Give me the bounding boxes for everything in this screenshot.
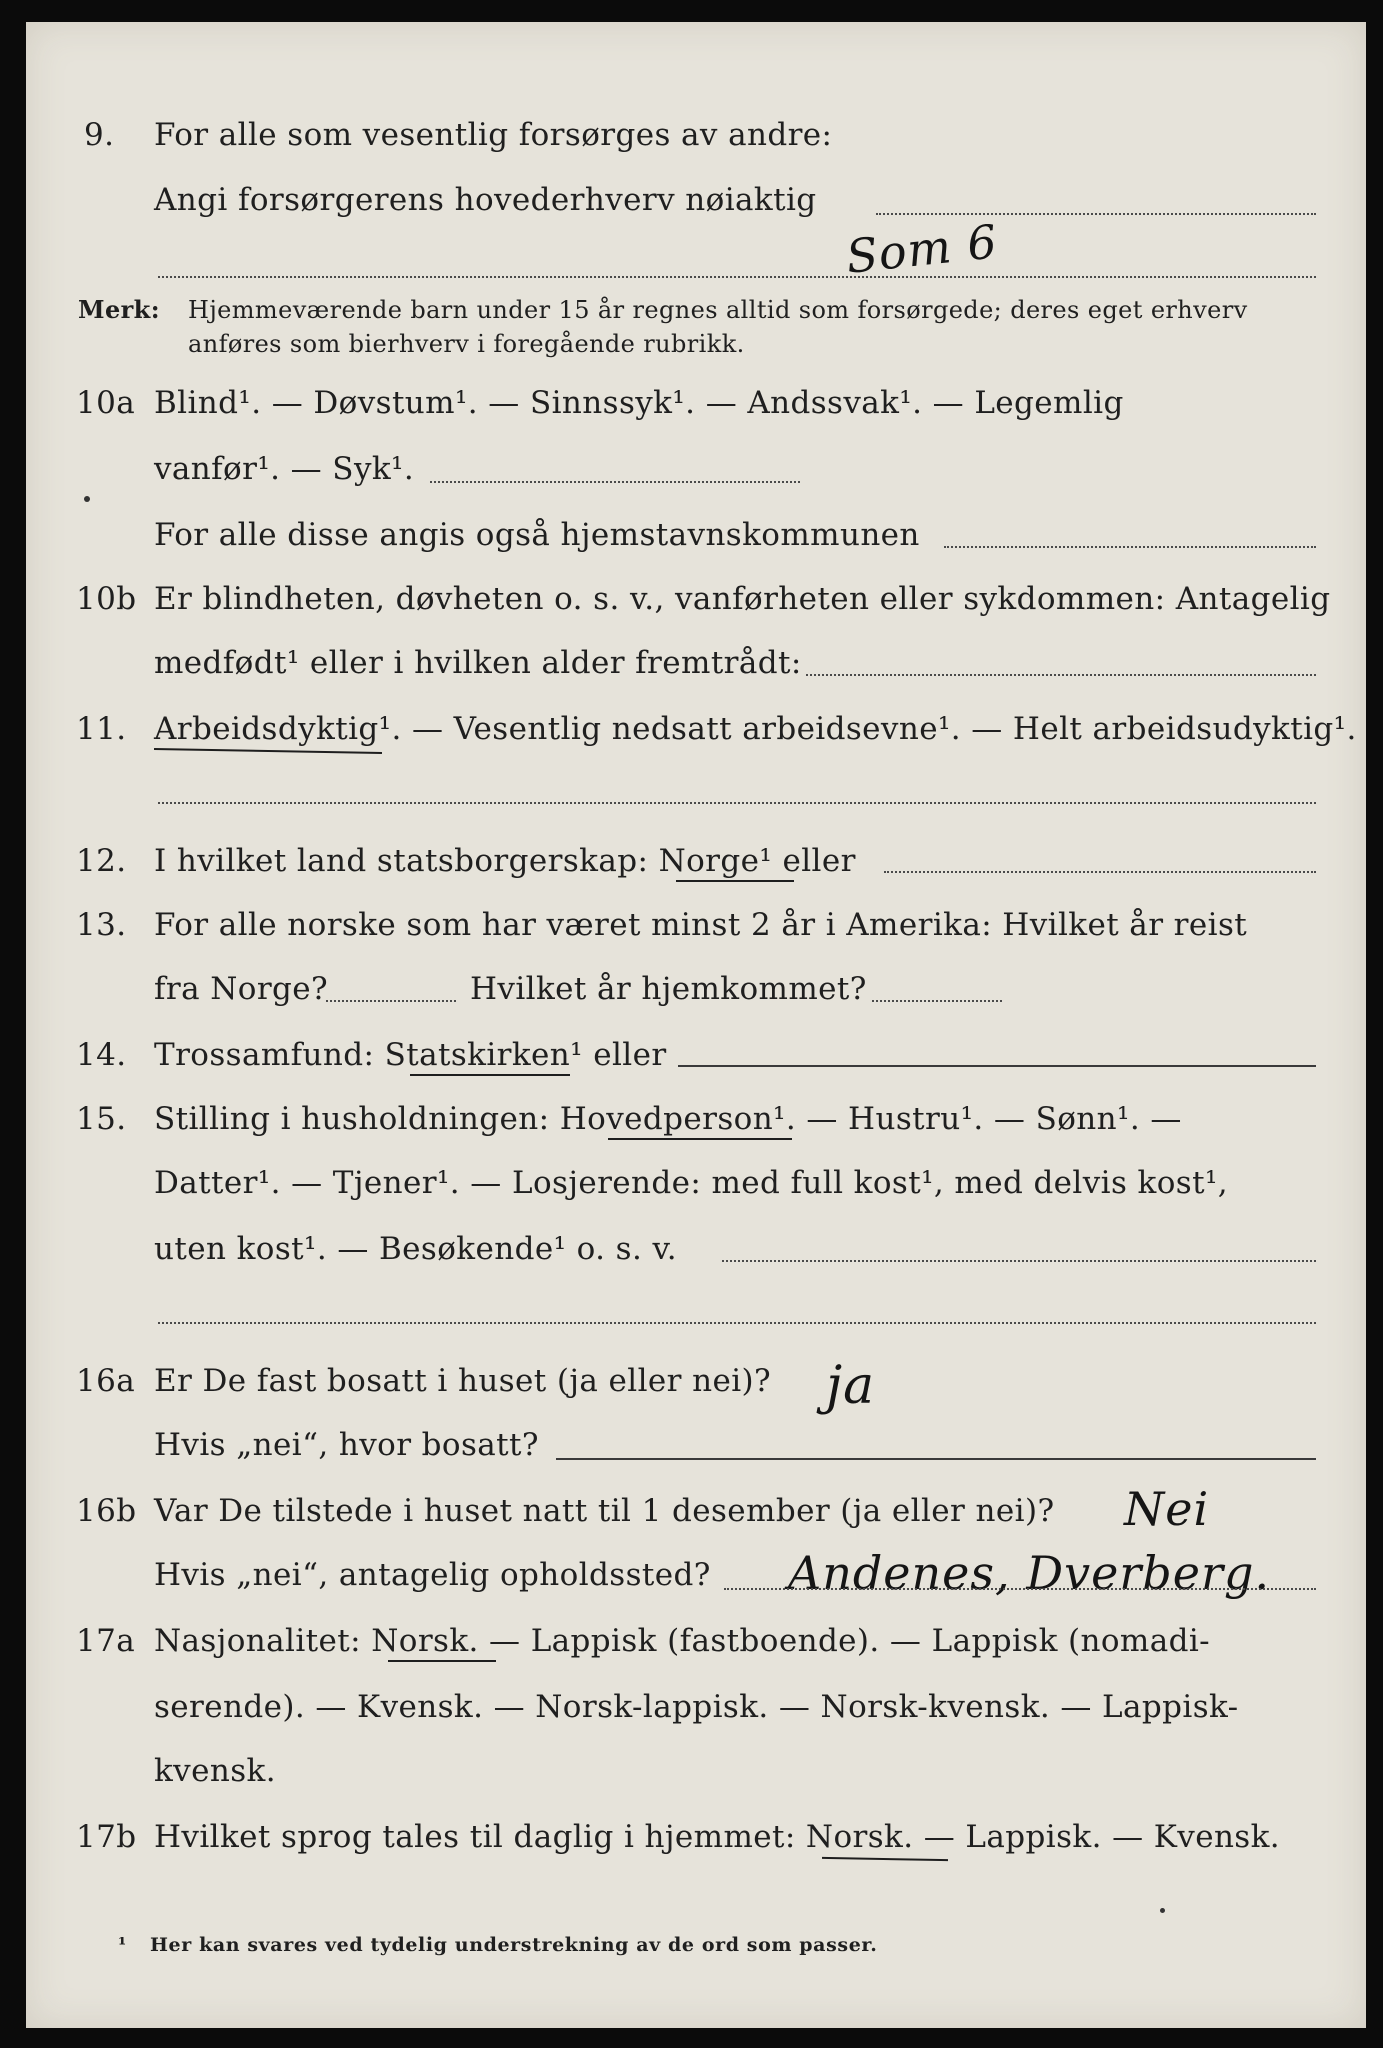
census-form-page	[26, 22, 1366, 2028]
handwritten-answer: Nei	[1124, 1482, 1210, 1536]
question-number: 10a	[76, 385, 136, 421]
question-text: Hvis „nei“, antagelig opholdssted?	[154, 1557, 711, 1593]
answer-line	[556, 1458, 1316, 1460]
answer-line	[806, 674, 1316, 676]
question-text: Er De fast bosatt i huset (ja eller nei)?	[154, 1363, 772, 1399]
question-text: I hvilket land statsborgerskap: Norge¹ eller	[154, 843, 856, 879]
answer-line	[944, 546, 1316, 548]
answer-line	[326, 1000, 456, 1002]
handwritten-answer: Som 6	[843, 214, 1001, 284]
underline-mark	[822, 1857, 948, 1861]
question-text: Hvilket år hjemkommet?	[470, 971, 867, 1007]
question-text: Datter¹. — Tjener¹. — Losjerende: med full kost¹, med delvis kost¹,	[154, 1165, 1229, 1201]
question-text: Trossamfund: Statskirken¹ eller	[154, 1037, 667, 1073]
question-number: 14.	[76, 1037, 127, 1073]
question-text: fra Norge?	[154, 971, 329, 1007]
footnote-mark: ¹	[118, 1934, 127, 1956]
question-text: serende). — Kvensk. — Norsk-lappisk. — Norsk-kvensk. — Lappisk-	[154, 1689, 1239, 1725]
question-number: 17a	[76, 1623, 136, 1659]
question-text: medfødt¹ eller i hvilken alder fremtrådt:	[154, 645, 802, 681]
question-text: Var De tilstede i huset natt til 1 desember (ja eller nei)?	[154, 1493, 1055, 1529]
underline-mark	[410, 1074, 570, 1076]
question-text: vanfør¹. — Syk¹.	[154, 451, 415, 487]
question-number: 9.	[84, 117, 115, 153]
question-text: uten kost¹. — Besøkende¹ o. s. v.	[154, 1231, 677, 1267]
footnote-text: Her kan svares ved tydelig understrekning av de ord som passer.	[150, 1934, 878, 1956]
question-number: 11.	[76, 711, 127, 747]
answer-line	[158, 276, 1316, 278]
question-text: Hvis „nei“, hvor bosatt?	[154, 1427, 539, 1463]
question-number: 16b	[76, 1493, 137, 1529]
handwritten-answer: Andenes, Dverberg.	[788, 1546, 1271, 1600]
question-number: 13.	[76, 907, 127, 943]
question-text: Angi forsørgerens hovederhverv nøiaktig	[154, 182, 817, 218]
note-text: Hjemmeværende barn under 15 år regnes alltid som forsørgede; deres eget erhverv	[188, 296, 1248, 324]
underline-mark	[608, 1138, 792, 1140]
question-text: Nasjonalitet: Norsk. — Lappisk (fastboende). — Lappisk (nomadi-	[154, 1623, 1211, 1659]
note-label: Merk:	[78, 295, 160, 324]
question-number: 12.	[76, 843, 127, 879]
answer-line	[430, 481, 800, 483]
note-text: anføres som bierhverv i foregående rubrikk.	[188, 330, 745, 358]
underline-mark	[154, 748, 382, 754]
answer-line	[884, 871, 1316, 873]
question-text: Er blindheten, døvheten o. s. v., vanførheten eller sykdommen: Antagelig	[154, 581, 1331, 617]
question-text: For alle disse angis også hjemstavnskommunen	[154, 517, 920, 553]
question-number: 10b	[76, 581, 137, 617]
question-text: For alle norske som har været minst 2 år i Amerika: Hvilket år reist	[154, 907, 1248, 943]
answer-line	[872, 1000, 1002, 1002]
handwritten-answer: ja	[826, 1356, 876, 1416]
answer-line	[158, 802, 1316, 804]
answer-line	[678, 1065, 1316, 1067]
answer-line	[724, 1588, 1316, 1590]
question-number: 16a	[76, 1363, 136, 1399]
question-number: 15.	[76, 1101, 127, 1137]
question-number: 17b	[76, 1819, 137, 1855]
ink-dot	[84, 496, 90, 502]
question-text: kvensk.	[154, 1753, 276, 1789]
underline-mark	[676, 880, 794, 882]
question-text: Hvilket sprog tales til daglig i hjemmet: Norsk. — Lappisk. — Kvensk.	[154, 1819, 1281, 1855]
underline-mark	[388, 1660, 496, 1662]
question-text: Blind¹. — Døvstum¹. — Sinnssyk¹. — Andssvak¹. — Legemlig	[154, 385, 1124, 421]
answer-line	[158, 1322, 1316, 1324]
question-text: For alle som vesentlig forsørges av andre:	[154, 117, 833, 153]
answer-line	[722, 1260, 1316, 1262]
ink-dot	[1160, 1908, 1165, 1913]
answer-line	[876, 213, 1316, 215]
question-text: Arbeidsdyktig¹. — Vesentlig nedsatt arbeidsevne¹. — Helt arbeidsudyktig¹.	[154, 711, 1357, 747]
question-text: Stilling i husholdningen: Hovedperson¹. — Hustru¹. — Sønn¹. —	[154, 1101, 1182, 1137]
